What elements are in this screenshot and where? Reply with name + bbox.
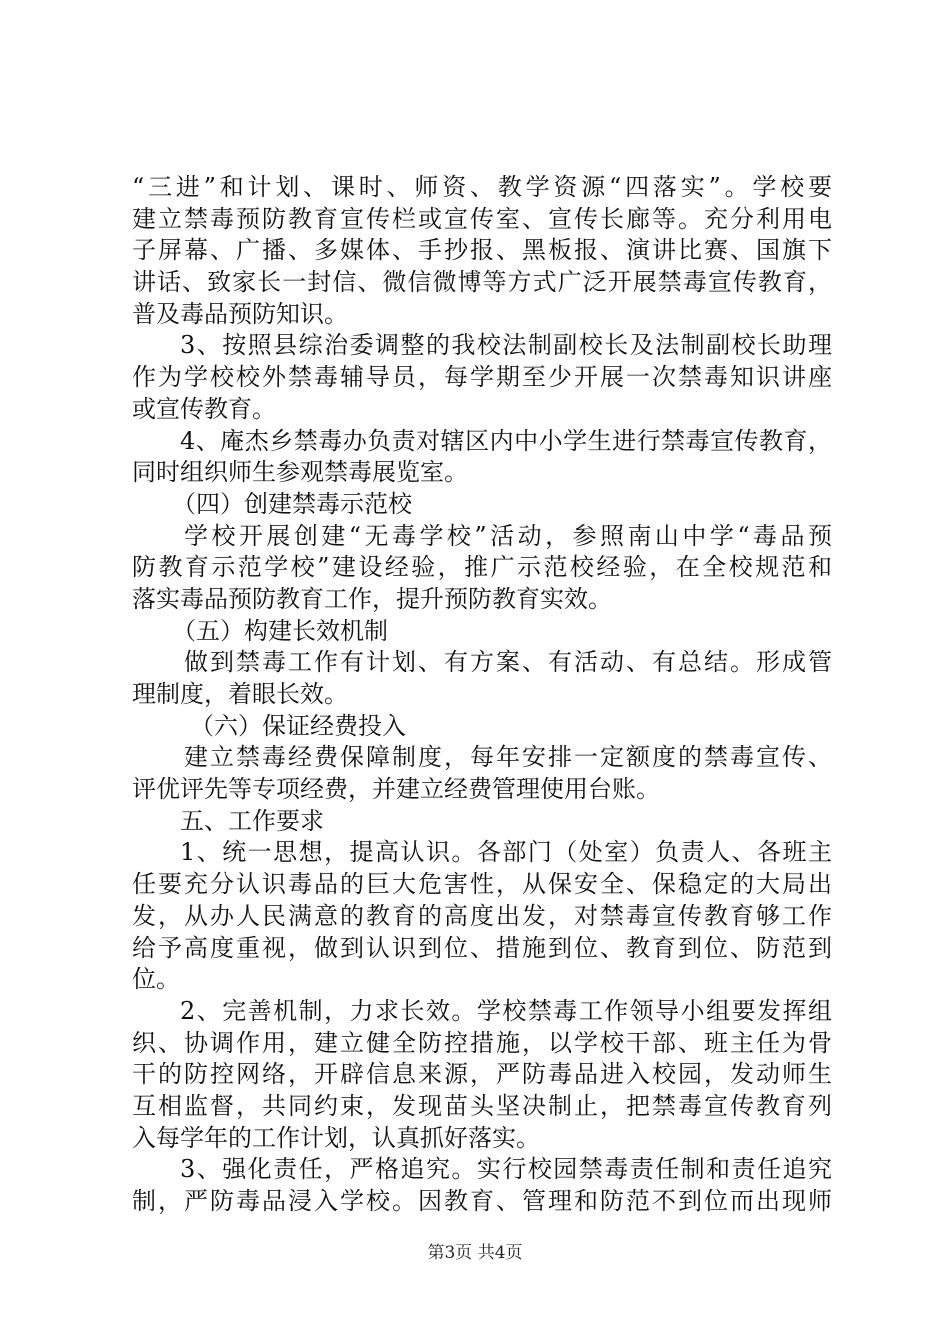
text-line: 落实毒品预防教育工作，提升预防教育实效。 <box>132 584 612 613</box>
section-heading: （六）保证经费投入 <box>190 711 406 740</box>
text-line: 子屏幕、广播、多媒体、手抄报、黑板报、演讲比赛、国旗下 <box>132 236 832 265</box>
text-line: 织、协调作用，建立健全防控措施，以学校干部、班主任为骨 <box>132 1028 832 1057</box>
text-line: 防教育示范学校”建设经验，推广示范校经验，在全校规范和 <box>132 553 832 582</box>
text-line: 或宣传教育。 <box>132 394 276 423</box>
text-line: 理制度，着眼长效。 <box>132 680 348 708</box>
text-line: 作为学校校外禁毒辅导员，每学期至少开展一次禁毒知识讲座 <box>132 363 832 392</box>
page-footer: 第3页 共4页 <box>427 1243 523 1263</box>
section-heading: 五、工作要求 <box>180 806 324 835</box>
text-line: 同时组织师生参观禁毒展览室。 <box>132 458 468 487</box>
text-line: 制，严防毒品浸入学校。因教育、管理和防范不到位而出现师 <box>132 1187 832 1215</box>
text-line: 互相监督，共同约束，发现苗头坚决制止，把禁毒宣传教育列 <box>132 1091 832 1120</box>
text-line: 3、强化责任，严格追究。实行校园禁毒责任制和责任追究 <box>180 1155 832 1184</box>
text-line: 做到禁毒工作有计划、有方案、有活动、有总结。形成管 <box>184 648 832 677</box>
text-line: 任要充分认识毒品的巨大危害性，从保安全、保稳定的大局出 <box>132 870 832 899</box>
text-line: 入每学年的工作计划，认真抓好落实。 <box>132 1123 540 1152</box>
text-line: 2、完善机制，力求长效。学校禁毒工作领导小组要发挥组 <box>180 996 832 1025</box>
text-line: 4、庵杰乡禁毒办负责对辖区内中小学生进行禁毒宣传教育， <box>180 426 832 455</box>
text-line: 3、按照县综治委调整的我校法制副校长及法制副校长助理 <box>180 331 832 360</box>
text-line: 普及毒品预防知识。 <box>132 299 348 328</box>
text-line: “三进”和计划、课时、师资、教学资源“四落实”。学校要 <box>132 173 832 201</box>
text-line: 讲话、致家长一封信、微信微博等方式广泛开展禁毒宣传教育， <box>132 268 832 297</box>
text-line: 评优评先等专项经费，并建立经费管理使用台账。 <box>132 775 660 804</box>
section-heading: （四）创建禁毒示范校 <box>172 489 412 518</box>
document-body <box>132 172 832 1218</box>
text-line: 建立禁毒预防教育宣传栏或宣传室、宣传长廊等。充分利用电 <box>132 204 832 233</box>
text-line: 发，从办人民满意的教育的高度出发，对禁毒宣传教育够工作 <box>132 901 832 930</box>
text-line: 1、统一思想，提高认识。各部门（处室）负责人、各班主 <box>180 838 832 867</box>
text-line: 位。 <box>132 965 180 994</box>
text-line: 给予高度重视，做到认识到位、措施到位、教育到位、防范到 <box>132 933 832 962</box>
text-line: 建立禁毒经费保障制度，每年安排一定额度的禁毒宣传、 <box>184 743 832 772</box>
text-line: 学校开展创建“无毒学校”活动，参照南山中学“毒品预 <box>184 521 832 550</box>
section-heading: （五）构建长效机制 <box>172 616 388 645</box>
text-line: 干的防控网络，开辟信息来源，严防毒品进入校园，发动师生 <box>132 1060 832 1089</box>
